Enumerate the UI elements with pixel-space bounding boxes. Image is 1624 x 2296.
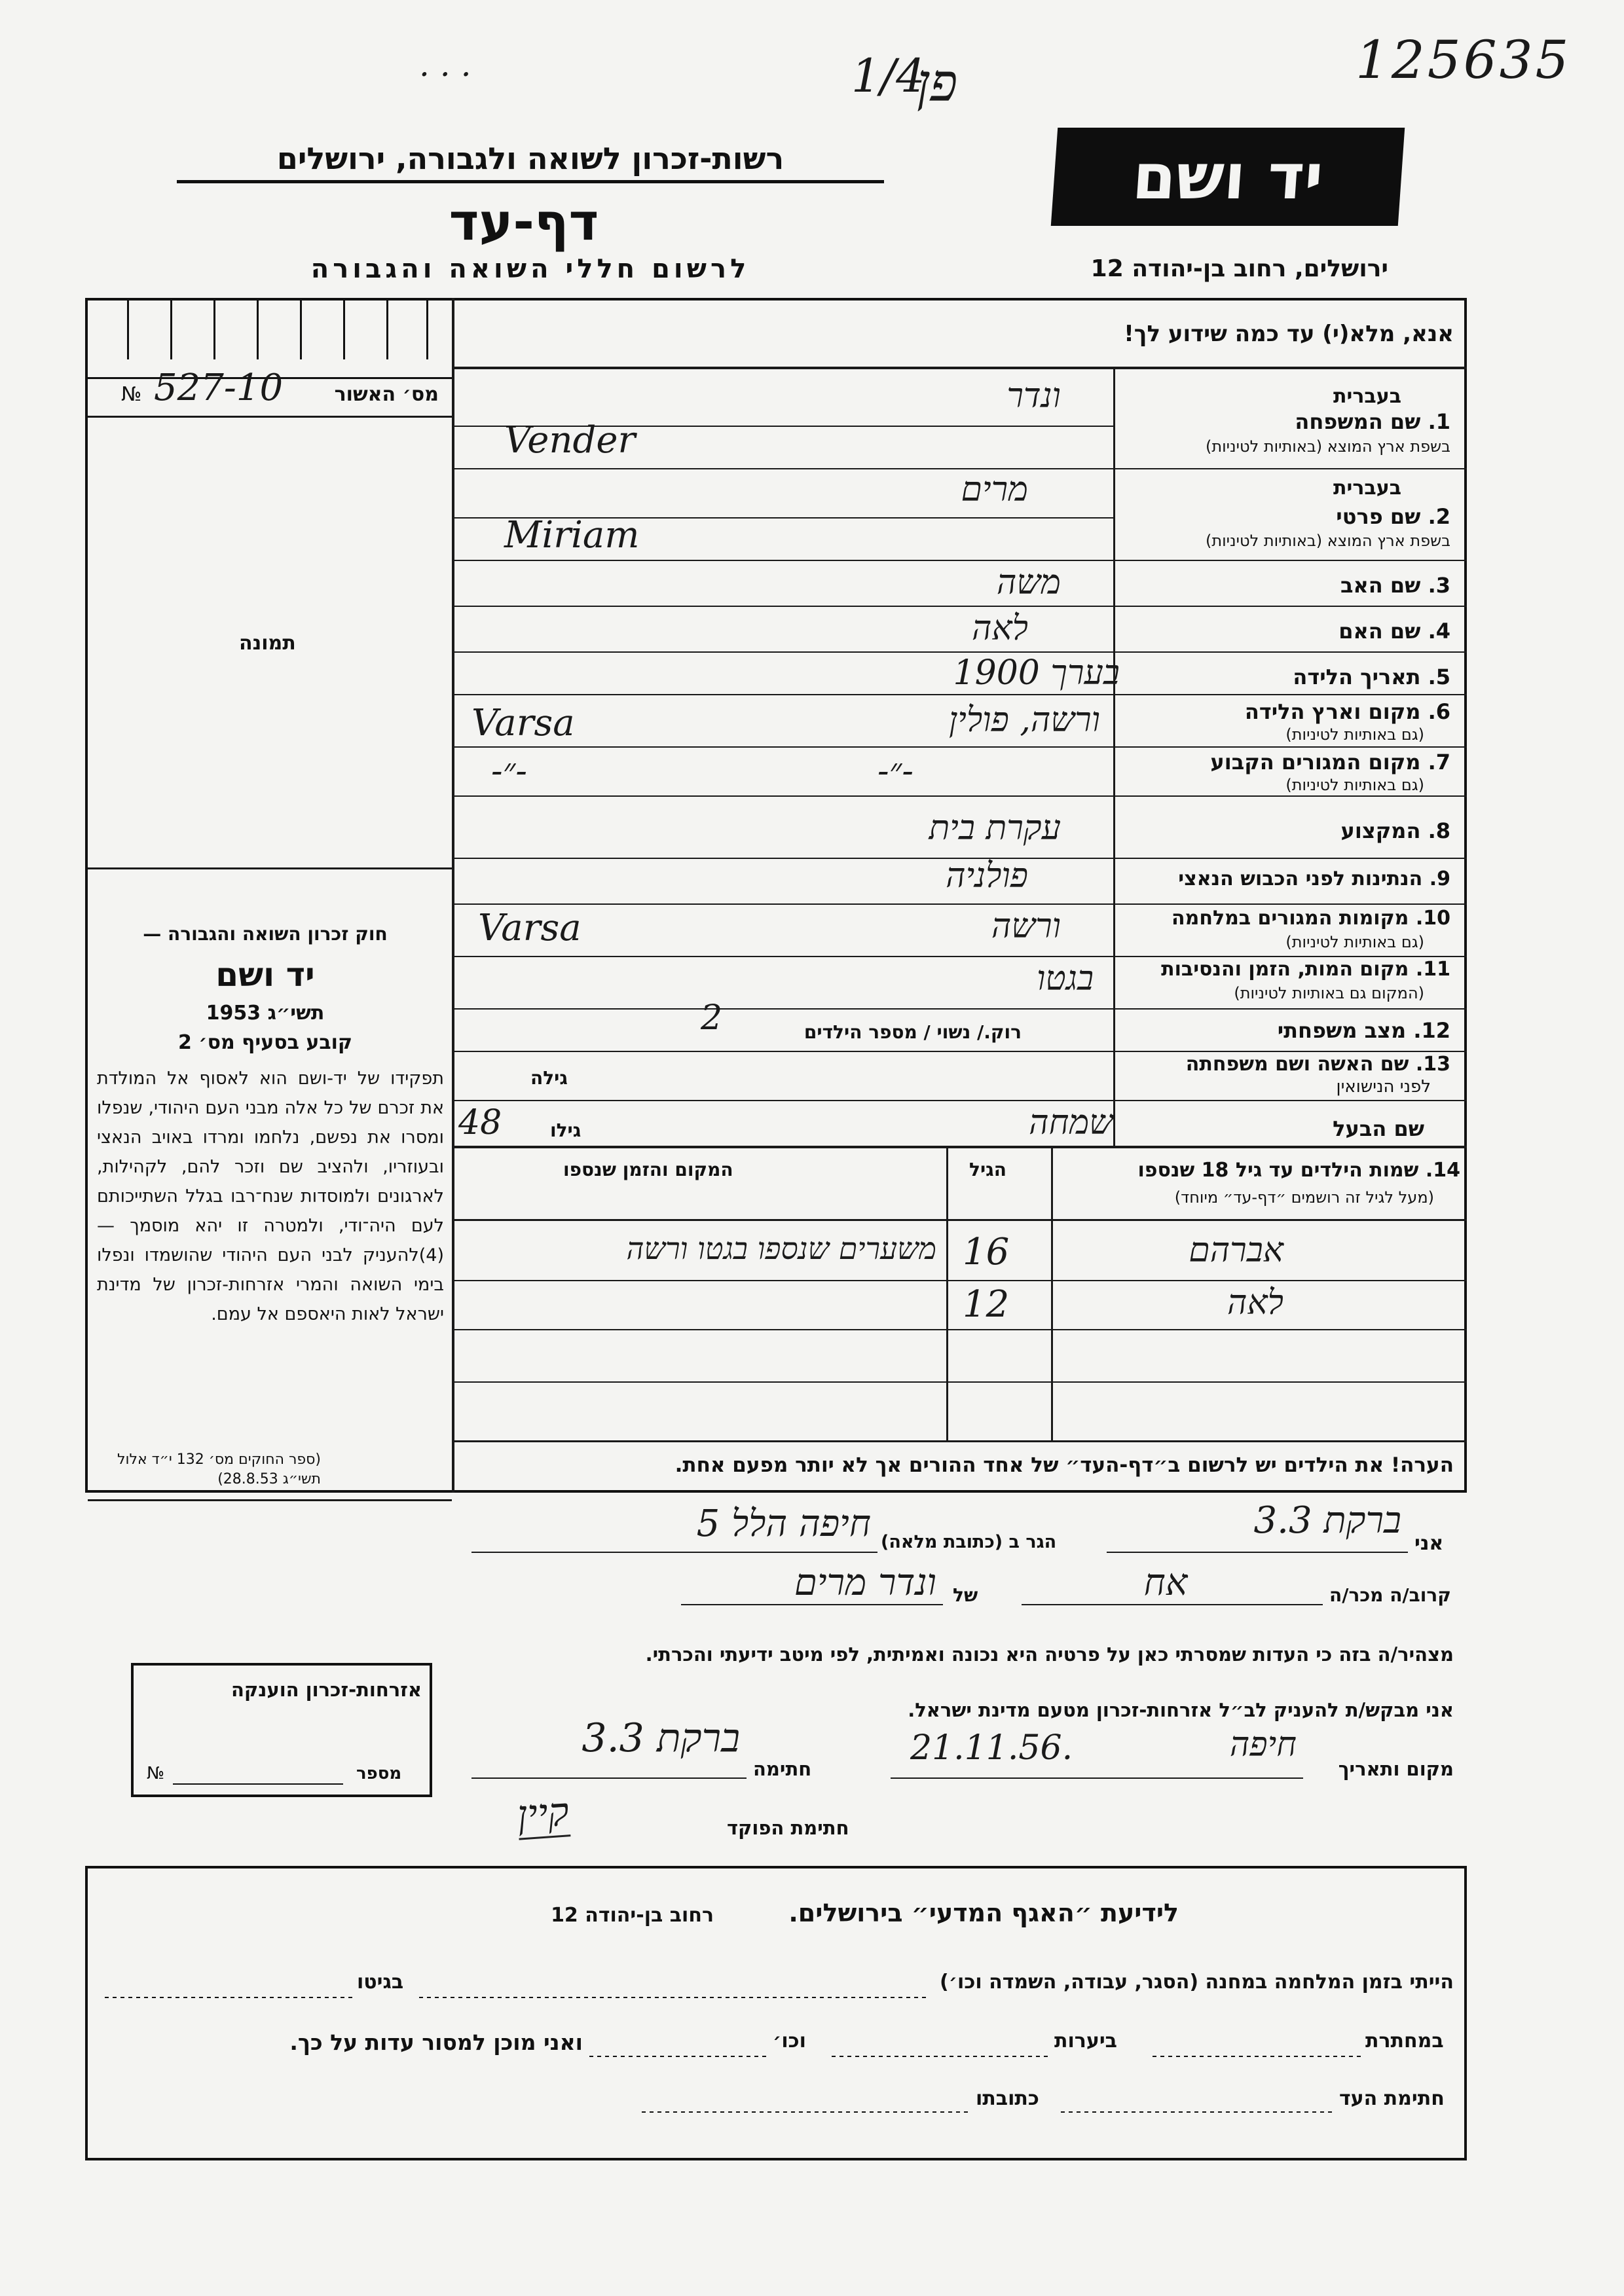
citizenship-number-label: מספר bbox=[356, 1764, 402, 1783]
bottom-line3-b: כתובתו bbox=[976, 2087, 1039, 2110]
field-7-sub: (גם באותיות לטיניות) bbox=[1285, 776, 1424, 794]
yad-vashem-logo bbox=[1051, 128, 1405, 226]
field-1-value-hebrew: ונדר bbox=[1006, 376, 1061, 416]
field-3-num: 3. bbox=[1428, 573, 1450, 598]
header-address: ירושלים, רחוב בן-יהודה 12 bbox=[1090, 255, 1388, 282]
photo-label: תמונה bbox=[239, 632, 296, 655]
field-12-value: רוק./ נשוי / מספר הילדים bbox=[803, 1021, 1022, 1043]
field-13-age-label: גילה bbox=[530, 1067, 568, 1089]
field-10-value-latin: Varsa bbox=[478, 907, 581, 949]
archive-number: 125635 bbox=[1356, 29, 1572, 90]
field-8-num: 8. bbox=[1428, 818, 1450, 843]
citizenship-title: אזרחות-זכרון הוענקה bbox=[231, 1679, 422, 1701]
form-subtitle: לרשום חללי השואה והגבורה bbox=[310, 254, 750, 284]
declaration-text: מצהיר/ה בזה כי העדות שמסרתי כאן על פרטיה היא נכונה ואמיתית, לפי מיטב ידיעתי והכרתי. bbox=[645, 1643, 1454, 1666]
field-10-name: מקומות המגורים במלחמה bbox=[1172, 907, 1409, 930]
citizenship-box bbox=[131, 1663, 432, 1797]
children-note: הערה! את הילדים יש לרשום ב״דף-העד״ של אחד ההורים אך לא יותר מפעם אחת. bbox=[674, 1453, 1454, 1477]
field-9-name: הנתינות לפני הכבוש הנאצי bbox=[1178, 867, 1423, 890]
children-title bbox=[1061, 1159, 1460, 1182]
field-9-label bbox=[1116, 867, 1450, 890]
signature-label: חתימה bbox=[753, 1758, 812, 1780]
field-4-num: 4. bbox=[1428, 619, 1450, 644]
field-4-label bbox=[1116, 619, 1450, 644]
field-12-label bbox=[1116, 1018, 1450, 1043]
law-year: תשי״ג 1953 bbox=[206, 1002, 325, 1025]
field-7-name: מקום המגורים הקבוע bbox=[1210, 750, 1421, 774]
field-2-name: שם פרטי bbox=[1336, 504, 1421, 529]
field-2-label bbox=[1116, 504, 1450, 529]
field-14-age-label: גילו bbox=[550, 1120, 581, 1141]
bottom-title: לידיעת ״האגף המדעי״ בירושלים. bbox=[788, 1899, 1179, 1927]
top-dots: . . . bbox=[419, 46, 471, 84]
field-1-name: שם המשפחה bbox=[1295, 409, 1421, 434]
bottom-line2-d: ואני מוכן למסור עדות על כך. bbox=[289, 2030, 583, 2055]
logo-text: יד ושם bbox=[1130, 140, 1326, 213]
field-1-hebrew-label: בעברית bbox=[1333, 385, 1401, 408]
field-11-label bbox=[1116, 958, 1450, 981]
declarant-of: ונדר מרים bbox=[794, 1561, 936, 1604]
field-1-sub: בשפת ארץ המוצא (באותיות לטיניות) bbox=[1206, 437, 1450, 456]
field-6-value-hebrew: ורשה, פולין bbox=[949, 701, 1100, 740]
children-title-text: שמות הילדים עד גיל 18 שנספו bbox=[1137, 1159, 1419, 1182]
child-2-age: 12 bbox=[963, 1283, 1010, 1326]
bottom-line1-a: הייתי בזמן המלחמה במחנה (הסגר, עבודה, השמדה וכו׳) bbox=[940, 1971, 1454, 1994]
field-11-num: 11. bbox=[1415, 958, 1450, 981]
field-12-num: 12. bbox=[1413, 1018, 1450, 1043]
field-6-name: מקום וארץ הלידה bbox=[1244, 699, 1421, 724]
field-8-label bbox=[1116, 818, 1450, 843]
field-12-name: מצב משפחתי bbox=[1277, 1018, 1407, 1043]
field-10-value-hebrew: ורשה bbox=[991, 907, 1061, 946]
org-name: רשות-זכרון לשואה ולגבורה, ירושלים bbox=[177, 141, 884, 183]
bottom-line2-c: וכו׳ bbox=[773, 2030, 806, 2052]
bottom-line2-b: ביערות bbox=[1054, 2030, 1117, 2052]
field-1-value-latin: Vender bbox=[504, 419, 636, 462]
field-13-label bbox=[1116, 1053, 1450, 1076]
field-4-name: שם האם bbox=[1338, 619, 1421, 644]
field-2-value-latin: Miriam bbox=[504, 514, 640, 556]
field-3-value: משה bbox=[996, 563, 1061, 602]
field-12-children-count: 2 bbox=[701, 998, 723, 1038]
law-body: תפקידו של יד-ושם הוא לאסוף אל המולדת את זכרם של כל אלה מבני העם היהודי, שנפלו ומסרו את נפשם, נלחמו ומרדו באויב הנאצי ובעוזריו, ולהציב שם וזכר להם, לקהילות, לארגונים ולמוסדות שנח־רבו בגלל השתייכותם לעם היה־ודי, ולמטרה זו יהא מוסמך — (4)להעניק לבני העם היהודי שהושמדו ונפלו בימי השואה והמרי אזרחות-זכרון של מדינת ישראל לאות היאספם אל עמם. bbox=[97, 1068, 444, 1324]
bottom-address: רחוב בן-יהודה 12 bbox=[551, 1904, 714, 1927]
bottom-line3-a: חתימת העד bbox=[1339, 2087, 1445, 2110]
law-clause: קובע בסעיף מס׳ 2 bbox=[177, 1031, 353, 1054]
child-1-age: 16 bbox=[963, 1231, 1010, 1273]
field-4-value: לאה bbox=[972, 609, 1028, 648]
field-6-value-latin: Varsa bbox=[471, 702, 575, 744]
declarant-of-label: של bbox=[953, 1584, 978, 1606]
registry-no: № bbox=[121, 383, 142, 406]
field-7-label bbox=[1116, 750, 1450, 774]
bottom-line1-b: בגיטו bbox=[357, 1971, 404, 1994]
child-2-name: לאה bbox=[1227, 1283, 1283, 1322]
declarant-name: ברקת 3.3 bbox=[1253, 1499, 1401, 1542]
declarant-address: חיפה הלל 5 bbox=[696, 1503, 871, 1545]
field-8-value: עקרת בית bbox=[929, 809, 1061, 848]
field-7-value-latin: -״- bbox=[491, 752, 527, 791]
field-2-value-hebrew: מרים bbox=[961, 470, 1028, 509]
registry-label: מס׳ האשור bbox=[334, 383, 439, 406]
field-13-num: 13. bbox=[1415, 1053, 1450, 1076]
field-6-num: 6. bbox=[1428, 699, 1450, 724]
field-11-name: מקום המות, הזמן והנסיבות bbox=[1161, 958, 1409, 981]
field-14-value: שמחה bbox=[1029, 1103, 1113, 1142]
field-13-name: שם האשה ושם משפחתה bbox=[1185, 1053, 1409, 1076]
declaration-place: חיפה bbox=[1229, 1725, 1297, 1764]
field-1-num: 1. bbox=[1428, 409, 1450, 434]
law-name: יד ושם bbox=[215, 956, 315, 994]
field-3-name: שם האב bbox=[1340, 573, 1421, 598]
children-col-age: הגיל bbox=[969, 1159, 1006, 1180]
children-col-place: המקום והזמן שנספו bbox=[563, 1159, 733, 1180]
field-5-num: 5. bbox=[1428, 665, 1450, 689]
field-8-name: המקצוע bbox=[1340, 818, 1421, 843]
declarant-ani: אני bbox=[1414, 1532, 1444, 1555]
field-10-sub: (גם באותיות לטיניות) bbox=[1285, 933, 1424, 951]
child-1-name: אברהם bbox=[1189, 1231, 1283, 1270]
field-9-num: 9. bbox=[1429, 867, 1450, 890]
official-signature: קיין bbox=[516, 1789, 571, 1840]
top-mark: 1/4 bbox=[851, 49, 925, 103]
field-3-label bbox=[1116, 573, 1450, 598]
citizenship-no: № bbox=[147, 1764, 165, 1783]
field-7-value-hebrew: -״- bbox=[877, 752, 913, 791]
field-13-sub: לפני הנישואין bbox=[1336, 1077, 1431, 1097]
top-mark-hand: פן bbox=[917, 52, 958, 113]
law-ref: (ספר החוקים מס׳ 132 י״ד אלול תשי״ג 28.8.53) bbox=[117, 1451, 321, 1487]
declarant-relation: אח bbox=[1143, 1561, 1188, 1604]
field-10-num: 10. bbox=[1415, 907, 1450, 930]
field-9-value: פולניה bbox=[946, 856, 1028, 896]
declarant-relative-label: קרוב/ה מכר/ה bbox=[1329, 1584, 1451, 1606]
field-5-name: תאריך הלידה bbox=[1293, 665, 1421, 689]
declarant-signature: ברקת 3.3 bbox=[581, 1715, 740, 1761]
place-date-label: מקום ותאריך bbox=[1338, 1758, 1454, 1780]
field-2-num: 2. bbox=[1428, 504, 1450, 529]
instruction: אנא, מלא(י) עד כמה שידוע לך! bbox=[1124, 321, 1454, 347]
field-6-label bbox=[1116, 699, 1450, 724]
field-11-sub: (המקום גם באותיות לטיניות) bbox=[1234, 984, 1424, 1002]
declarant-residing-label: הגר ב (כתובת מלאה) bbox=[881, 1532, 1057, 1552]
official-signature-label: חתימת הפוקד bbox=[727, 1817, 849, 1839]
field-1-label bbox=[1116, 409, 1450, 434]
field-2-sub: בשפת ארץ המוצא (באותיות לטיניות) bbox=[1206, 532, 1450, 550]
field-5-label bbox=[1116, 665, 1450, 689]
registry-value: 527-10 bbox=[154, 367, 284, 409]
bottom-line2-a: במחתרת bbox=[1365, 2030, 1444, 2052]
children-sub: (מעל לגיל זה רושמים ״דף-עד״ מיוחד) bbox=[1174, 1188, 1434, 1207]
field-5-value: בערך 1900 bbox=[953, 653, 1120, 693]
field-7-num: 7. bbox=[1428, 750, 1450, 774]
law-title: חוק זכרון השואה והגבורה — bbox=[143, 923, 388, 945]
field-6-sub: (גם באותיות לטיניות) bbox=[1285, 725, 1424, 744]
field-11-value: בגטו bbox=[1037, 959, 1094, 998]
request-text: אני מבקש/ת להעניק לב״ל אזרחות-זכרון מטעם מדינת ישראל. bbox=[908, 1699, 1454, 1721]
field-14-label: שם הבעל bbox=[1333, 1116, 1424, 1141]
child-1-place: משערים שנספו בגטו ורשה bbox=[626, 1231, 936, 1266]
field-2-hebrew-label: בעברית bbox=[1333, 477, 1401, 500]
field-14-age: 48 bbox=[458, 1103, 502, 1142]
form-title: דף-עד bbox=[449, 193, 599, 252]
declaration-date: 21.11.56. bbox=[910, 1728, 1073, 1768]
field-10-label bbox=[1116, 907, 1450, 930]
children-num: 14. bbox=[1425, 1159, 1460, 1182]
